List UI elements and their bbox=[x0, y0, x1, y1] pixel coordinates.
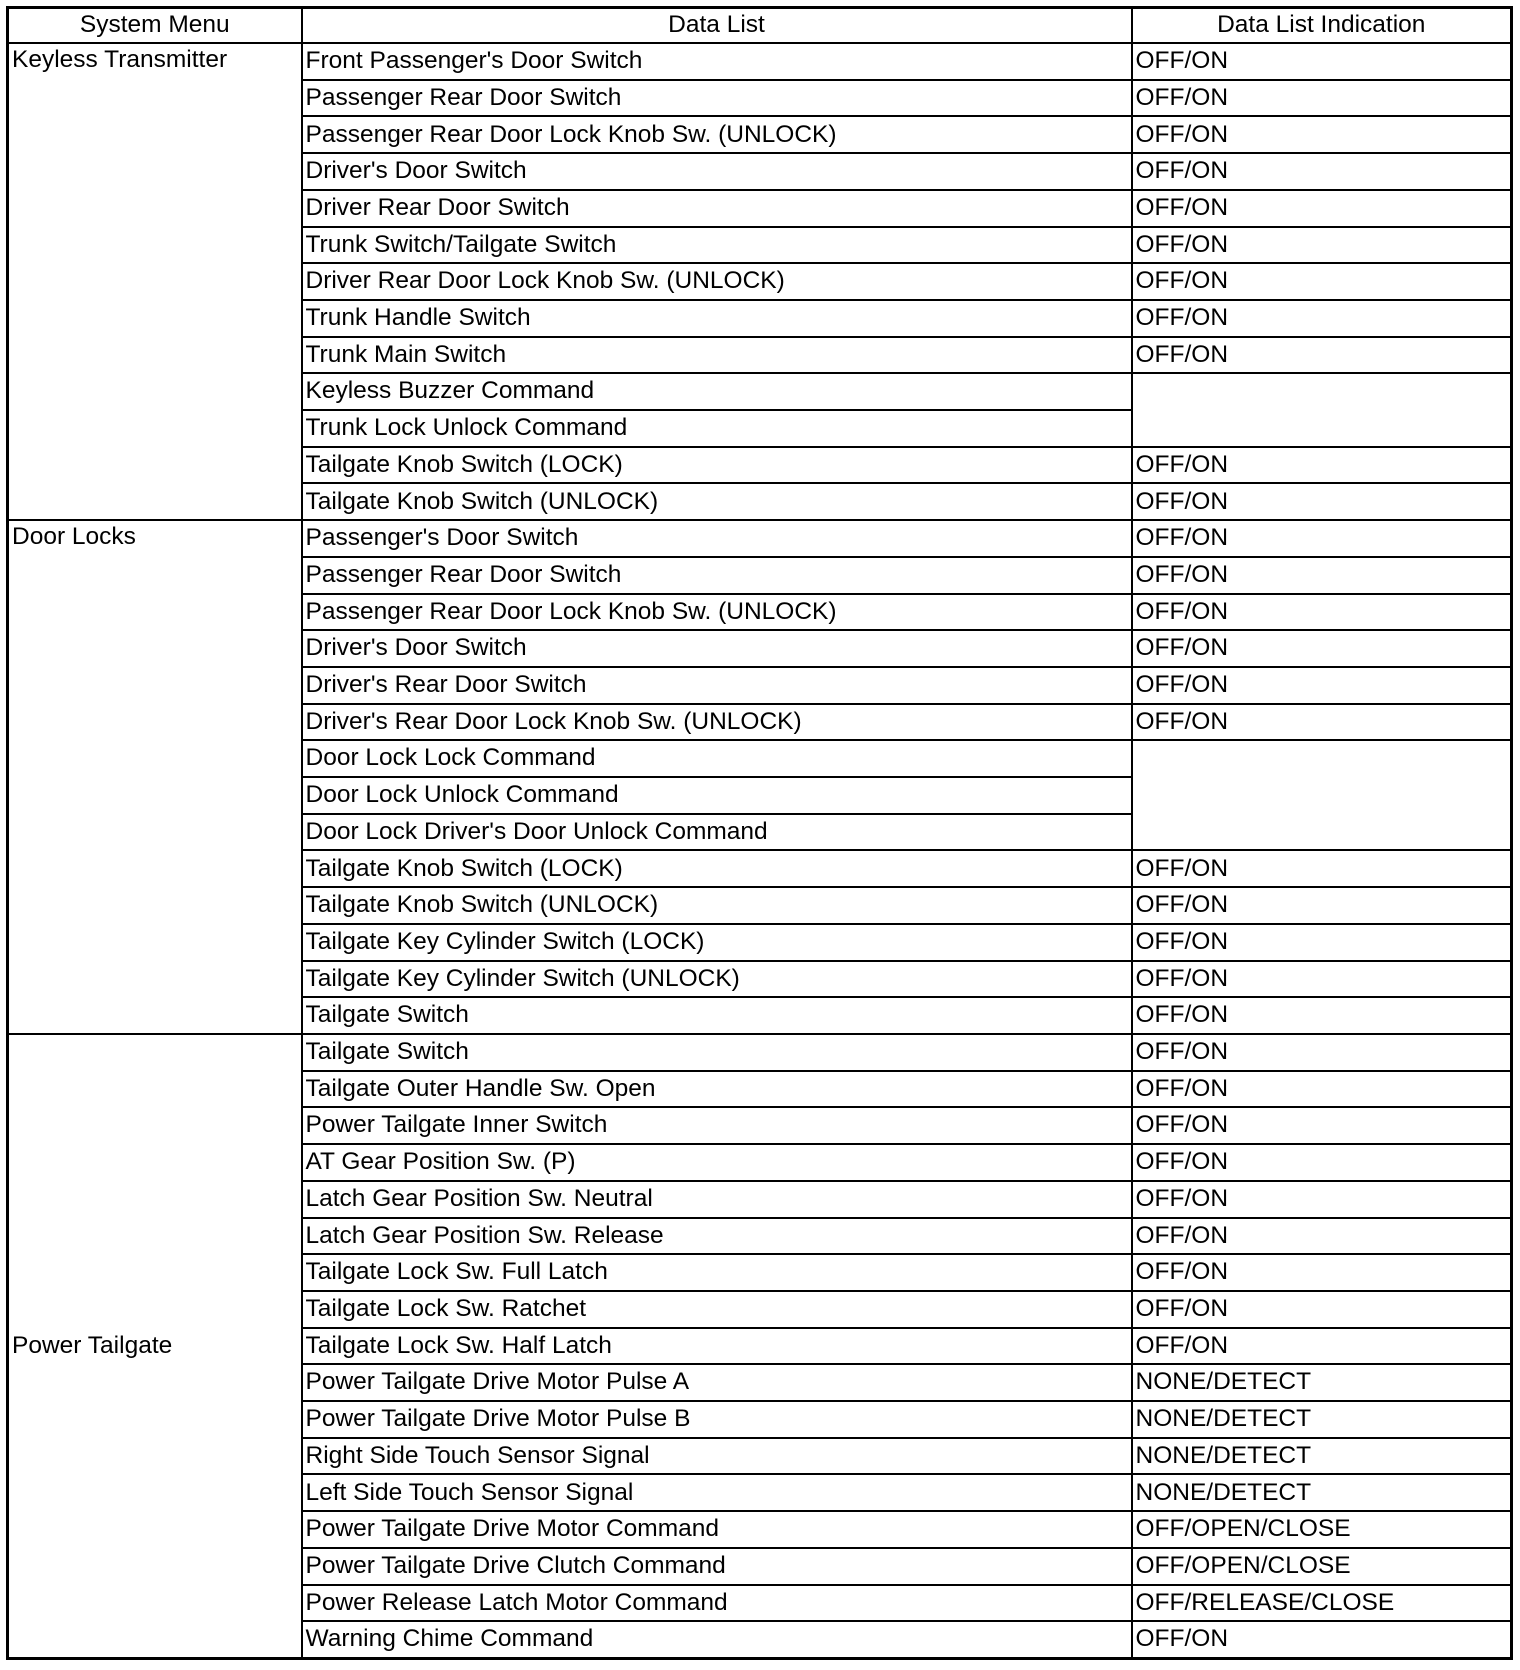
indication-value: OFF/ON bbox=[1132, 153, 1512, 190]
indication-value: OFF/ON bbox=[1132, 924, 1512, 961]
data-list-item: Latch Gear Position Sw. Release bbox=[302, 1218, 1132, 1255]
indication-value: OFF/ON bbox=[1132, 227, 1512, 264]
indication-value: OFF/ON bbox=[1132, 850, 1512, 887]
data-list-item: Trunk Lock Unlock Command bbox=[302, 410, 1132, 447]
indication-value: OFF/ON bbox=[1132, 263, 1512, 300]
indication-value: OFF/ON bbox=[1132, 1034, 1512, 1071]
table-row bbox=[8, 1034, 1512, 1071]
data-list-item: Door Lock Lock Command bbox=[302, 740, 1132, 777]
indication-value: NONE/DETECT bbox=[1132, 1474, 1512, 1511]
indication-value: OFF/ON bbox=[1132, 116, 1512, 153]
data-list-item: Tailgate Knob Switch (LOCK) bbox=[302, 447, 1132, 484]
indication-blank-cell bbox=[1132, 373, 1512, 446]
indication-blank-cell bbox=[1132, 740, 1512, 850]
header-indication: Data List Indication bbox=[1132, 8, 1512, 44]
data-list-item: Tailgate Knob Switch (UNLOCK) bbox=[302, 887, 1132, 924]
data-list-item: Left Side Touch Sensor Signal bbox=[302, 1474, 1132, 1511]
data-list-item: Front Passenger's Door Switch bbox=[302, 43, 1132, 80]
data-list-item: Driver's Rear Door Switch bbox=[302, 667, 1132, 704]
indication-value: OFF/ON bbox=[1132, 594, 1512, 631]
indication-value: OFF/ON bbox=[1132, 1328, 1512, 1365]
data-list-item: Passenger's Door Switch bbox=[302, 520, 1132, 557]
data-list-item: Tailgate Switch bbox=[302, 1034, 1132, 1071]
data-list-item: Tailgate Lock Sw. Full Latch bbox=[302, 1254, 1132, 1291]
indication-value: OFF/ON bbox=[1132, 300, 1512, 337]
data-list-item: Trunk Switch/Tailgate Switch bbox=[302, 227, 1132, 264]
data-list-item: Driver Rear Door Switch bbox=[302, 190, 1132, 227]
data-list-item: Power Tailgate Drive Clutch Command bbox=[302, 1548, 1132, 1585]
data-list-item: Tailgate Knob Switch (LOCK) bbox=[302, 850, 1132, 887]
header-data-list: Data List bbox=[302, 8, 1132, 44]
system-menu-cell: Keyless Transmitter bbox=[8, 43, 302, 520]
system-menu-cell: Power Tailgate bbox=[8, 1034, 302, 1659]
data-list-item: Passenger Rear Door Lock Knob Sw. (UNLOCK) bbox=[302, 594, 1132, 631]
data-list-item: Driver Rear Door Lock Knob Sw. (UNLOCK) bbox=[302, 263, 1132, 300]
indication-value: OFF/ON bbox=[1132, 667, 1512, 704]
data-list-item: Tailgate Knob Switch (UNLOCK) bbox=[302, 483, 1132, 520]
data-list-item: Power Tailgate Drive Motor Command bbox=[302, 1511, 1132, 1548]
data-list-item: Door Lock Driver's Door Unlock Command bbox=[302, 814, 1132, 851]
indication-value: OFF/ON bbox=[1132, 80, 1512, 117]
indication-value: OFF/ON bbox=[1132, 1218, 1512, 1255]
data-list-item: Tailgate Switch bbox=[302, 997, 1132, 1034]
indication-value: OFF/ON bbox=[1132, 1254, 1512, 1291]
indication-value: NONE/DETECT bbox=[1132, 1401, 1512, 1438]
indication-value: OFF/ON bbox=[1132, 447, 1512, 484]
indication-value: OFF/ON bbox=[1132, 1291, 1512, 1328]
data-list-item: Warning Chime Command bbox=[302, 1621, 1132, 1658]
data-list-item: Door Lock Unlock Command bbox=[302, 777, 1132, 814]
indication-value: OFF/ON bbox=[1132, 1181, 1512, 1218]
indication-value: OFF/ON bbox=[1132, 1071, 1512, 1108]
indication-value: NONE/DETECT bbox=[1132, 1364, 1512, 1401]
indication-value: OFF/ON bbox=[1132, 961, 1512, 998]
indication-value: OFF/ON bbox=[1132, 520, 1512, 557]
indication-value: OFF/ON bbox=[1132, 997, 1512, 1034]
data-list-item: Passenger Rear Door Lock Knob Sw. (UNLOCK) bbox=[302, 116, 1132, 153]
indication-value: OFF/ON bbox=[1132, 190, 1512, 227]
data-list-item: Driver's Door Switch bbox=[302, 153, 1132, 190]
data-list-item: Trunk Handle Switch bbox=[302, 300, 1132, 337]
table-body bbox=[8, 43, 1512, 1659]
data-list-item: Tailgate Lock Sw. Ratchet bbox=[302, 1291, 1132, 1328]
data-list-item: Latch Gear Position Sw. Neutral bbox=[302, 1181, 1132, 1218]
indication-value: OFF/RELEASE/CLOSE bbox=[1132, 1585, 1512, 1622]
indication-value: NONE/DETECT bbox=[1132, 1438, 1512, 1475]
data-list-item: Power Tailgate Inner Switch bbox=[302, 1107, 1132, 1144]
table-row bbox=[8, 520, 1512, 557]
data-list-item: Right Side Touch Sensor Signal bbox=[302, 1438, 1132, 1475]
header-system-menu: System Menu bbox=[8, 8, 302, 44]
data-list-item: Tailgate Key Cylinder Switch (UNLOCK) bbox=[302, 961, 1132, 998]
data-list-item: Driver's Rear Door Lock Knob Sw. (UNLOCK) bbox=[302, 704, 1132, 741]
indication-value: OFF/OPEN/CLOSE bbox=[1132, 1511, 1512, 1548]
data-list-item: Trunk Main Switch bbox=[302, 337, 1132, 374]
indication-value: OFF/ON bbox=[1132, 630, 1512, 667]
system-menu-cell: Door Locks bbox=[8, 520, 302, 1034]
header-row bbox=[8, 8, 1512, 44]
data-list-item: Driver's Door Switch bbox=[302, 630, 1132, 667]
data-list-item: Tailgate Outer Handle Sw. Open bbox=[302, 1071, 1132, 1108]
data-list-item: Tailgate Key Cylinder Switch (LOCK) bbox=[302, 924, 1132, 961]
indication-value: OFF/ON bbox=[1132, 337, 1512, 374]
indication-value: OFF/ON bbox=[1132, 557, 1512, 594]
data-list-item: Passenger Rear Door Switch bbox=[302, 557, 1132, 594]
indication-value: OFF/ON bbox=[1132, 483, 1512, 520]
indication-value: OFF/ON bbox=[1132, 704, 1512, 741]
indication-value: OFF/ON bbox=[1132, 1144, 1512, 1181]
data-list-item: Power Release Latch Motor Command bbox=[302, 1585, 1132, 1622]
indication-value: OFF/ON bbox=[1132, 43, 1512, 80]
data-list-item: Keyless Buzzer Command bbox=[302, 373, 1132, 410]
indication-value: OFF/ON bbox=[1132, 1621, 1512, 1658]
data-list-item: Tailgate Lock Sw. Half Latch bbox=[302, 1328, 1132, 1365]
indication-value: OFF/OPEN/CLOSE bbox=[1132, 1548, 1512, 1585]
indication-value: OFF/ON bbox=[1132, 887, 1512, 924]
data-list-item: Passenger Rear Door Switch bbox=[302, 80, 1132, 117]
data-list-item: AT Gear Position Sw. (P) bbox=[302, 1144, 1132, 1181]
table-row bbox=[8, 43, 1512, 80]
data-list-item: Power Tailgate Drive Motor Pulse A bbox=[302, 1364, 1132, 1401]
indication-value: OFF/ON bbox=[1132, 1107, 1512, 1144]
data-list-item: Power Tailgate Drive Motor Pulse B bbox=[302, 1401, 1132, 1438]
data-list-table bbox=[6, 6, 1513, 1660]
